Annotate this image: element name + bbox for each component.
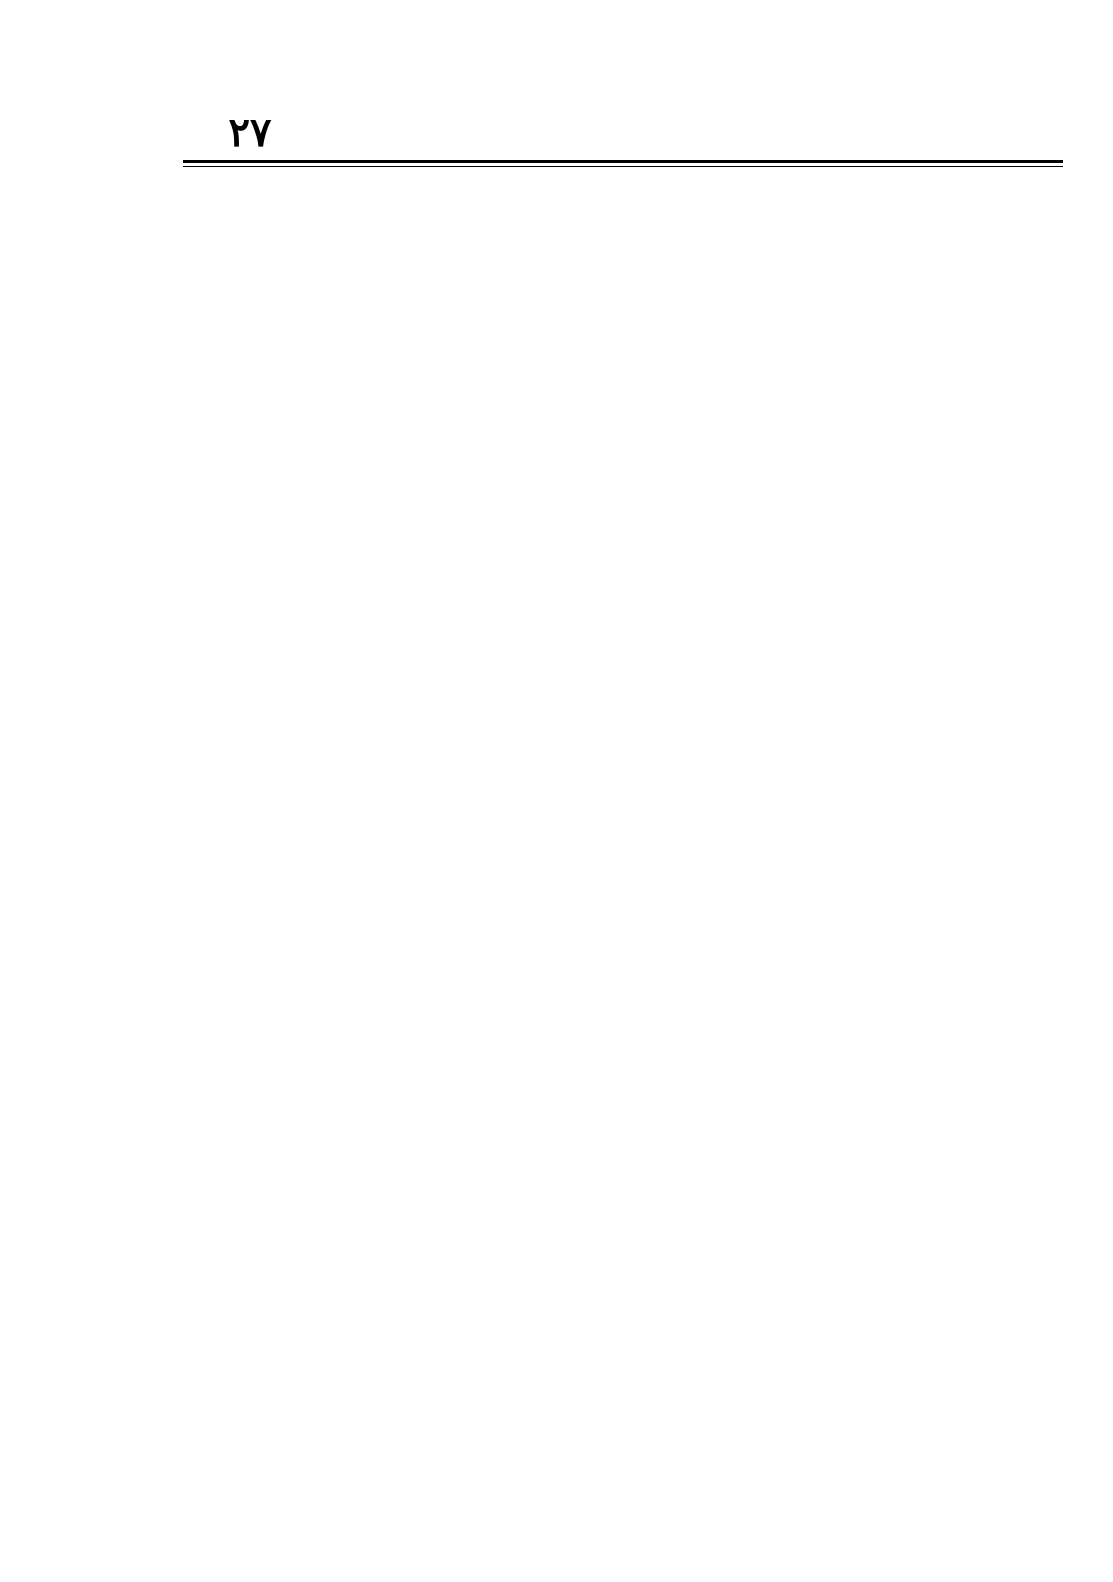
header-rule-thin <box>183 166 1063 167</box>
text-line <box>183 868 1063 904</box>
text-line <box>183 1338 1063 1374</box>
running-title <box>330 116 1060 156</box>
text-line <box>183 1302 1063 1338</box>
text-line <box>183 1157 1063 1193</box>
text-line <box>183 1447 1063 1483</box>
text-line <box>183 795 1063 831</box>
text-line <box>183 904 1063 940</box>
text-line <box>183 578 1063 614</box>
text-line <box>183 397 1063 433</box>
text-line <box>183 542 1063 578</box>
text-line <box>183 1193 1063 1229</box>
text-line <box>183 325 1063 361</box>
text-line <box>183 1121 1063 1157</box>
text-line <box>183 1410 1063 1446</box>
text-line <box>183 976 1063 1012</box>
text-line <box>183 759 1063 795</box>
text-line <box>183 506 1063 542</box>
text-line <box>183 1483 1063 1519</box>
text-line <box>183 1085 1063 1121</box>
body-text <box>183 180 1063 1570</box>
text-line <box>183 687 1063 723</box>
text-line <box>183 831 1063 867</box>
text-line <box>183 1229 1063 1265</box>
text-line <box>183 252 1063 288</box>
text-line <box>183 433 1063 469</box>
text-line <box>183 1049 1063 1085</box>
page-number: ٢٧ <box>228 109 272 156</box>
header-rule-thick <box>183 160 1063 163</box>
text-line <box>183 180 1063 216</box>
text-line <box>183 216 1063 252</box>
text-line <box>183 723 1063 759</box>
text-line <box>183 361 1063 397</box>
text-line <box>183 940 1063 976</box>
text-line <box>183 1374 1063 1410</box>
text-line <box>183 650 1063 686</box>
text-line <box>183 1266 1063 1302</box>
text-line <box>183 470 1063 506</box>
text-line <box>183 289 1063 325</box>
text-line <box>183 614 1063 650</box>
text-line <box>183 1012 1063 1048</box>
